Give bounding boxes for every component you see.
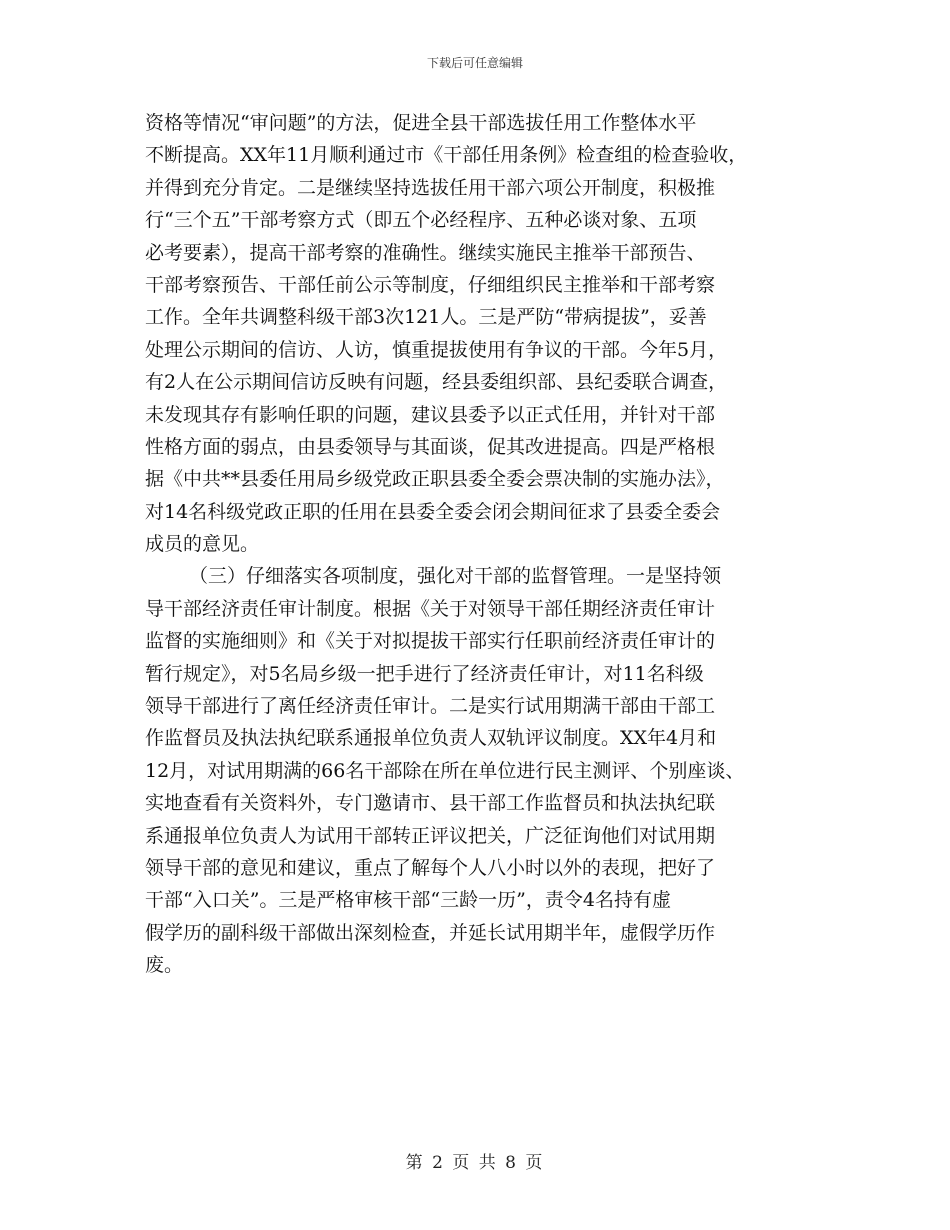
text-line: 实地查看有关资料外，专门邀请市、县干部工作监督员和执法执纪联 (145, 792, 716, 815)
text-line: 必考要素），提高干部考察的准确性。继续实施民主推举干部预告、 (145, 241, 706, 264)
text-line: 导干部经济责任审计制度。根据《关于对领导干部任期经济责任审计 (145, 597, 716, 620)
text-line: 处理公示期间的信访、人访，慎重提拔使用有争议的干部。今年5月， (145, 338, 728, 361)
text-line: 未发现其存有影响任职的问题，建议县委予以正式任用，并针对干部 (145, 403, 716, 426)
text-line: 领导干部进行了离任经济责任审计。二是实行试用期满干部由干部工 (145, 695, 716, 718)
text-line: 性格方面的弱点，由县委领导与其面谈，促其改进提高。四是严格根 (145, 435, 716, 458)
text-line: 有2人在公示期间信访反映有问题，经县委组织部、县纪委联合调查， (145, 371, 728, 394)
text-line: 废。 (145, 954, 184, 977)
page-number-footer: 第 2 页 共 8 页 (405, 1153, 545, 1173)
text-line: 对14名科级党政正职的任用在县委全委会闭会期间征求了县委全委会 (145, 500, 721, 523)
text-line: 成员的意见。 (145, 533, 260, 556)
text-line: 假学历的副科级干部做出深刻检查，并延长试用期半年，虚假学历作 (145, 921, 716, 944)
text-line: 干部考察预告、干部任前公示等制度，仔细组织民主推举和干部考察 (145, 273, 716, 296)
text-line: 12月，对试用期满的66名干部除在所在单位进行民主测评、个别座谈、 (145, 759, 745, 782)
text-line: 工作。全年共调整科级干部3次121人。三是严防“带病提拔”，妥善 (145, 306, 707, 329)
text-line: 并得到充分肯定。二是继续坚持选拔任用干部六项公开制度，积极推 (145, 176, 716, 199)
text-line: 行“三个五”干部考察方式（即五个必经程序、五种必谈对象、五项 (145, 209, 697, 232)
text-line: 领导干部的意见和建议，重点了解每个人八小时以外的表现，把好了 (145, 856, 716, 879)
text-line: 监督的实施细则》和《关于对拟提拔干部实行任职前经济责任审计的 (145, 630, 716, 653)
text-line: 系通报单位负责人为试用干部转正评议把关，广泛征询他们对试用期 (145, 824, 716, 847)
text-line: 资格等情况“审问题”的方法，促进全县干部选拔任用工作整体水平 (145, 112, 697, 134)
section-heading-line: （三）仔细落实各项制度，强化对干部的监督管理。一是坚持领 (189, 565, 722, 588)
text-line: 作监督员及执法执纪联系通报单位负责人双轨评议制度。XX年4月和 (145, 727, 717, 750)
text-line: 不断提高。XX年11月顺利通过市《干部任用条例》检查组的检查验收， (145, 144, 748, 167)
text-line: 据《中共**县委任用局乡级党政正职县委全委会票决制的实施办法》， (145, 468, 725, 491)
text-line: 暂行规定》，对5名局乡级一把手进行了经济责任审计，对11名科级 (145, 662, 704, 685)
page-header: 下载后可任意编辑 (426, 56, 523, 70)
text-line: 干部“入口关”。三是严格审核干部“三龄一历”，责令4名持有虚 (145, 889, 671, 912)
document-body (145, 107, 825, 982)
